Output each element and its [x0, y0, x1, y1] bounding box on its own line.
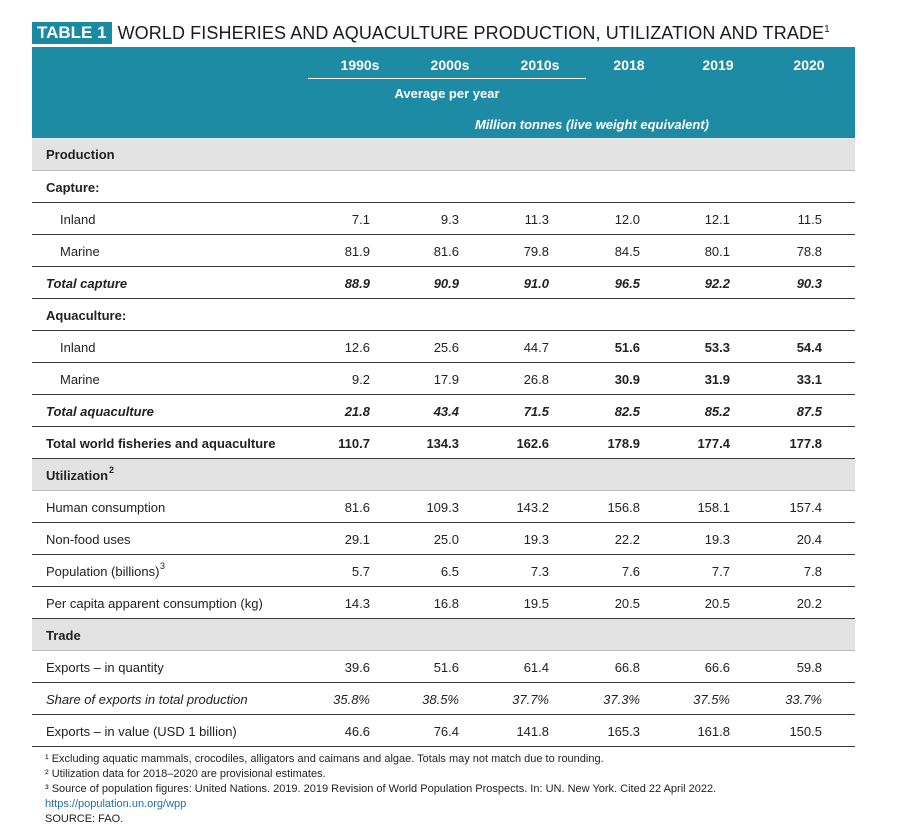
cell-value: 143.2 [516, 500, 549, 515]
cell-value: 53.3 [704, 340, 730, 355]
row-label: Inland [60, 340, 96, 355]
footnote-3: ³ Source of population figures: United Nations. 2019. 2019 Revision of World Population Prospects. In: UN. New York. Cited 22 April 2022. [45, 783, 717, 795]
cell-value: 7.3 [530, 564, 549, 579]
cell-value: 165.3 [607, 724, 640, 739]
population-link[interactable]: https://population.un.org/wpp [45, 798, 187, 810]
row-label: Total capture [46, 276, 128, 291]
cell-value: 162.6 [516, 436, 549, 451]
cell-value: 178.9 [607, 436, 640, 451]
cell-value: 157.4 [789, 500, 822, 515]
row-label: Inland [60, 212, 96, 227]
row-label: Production [46, 147, 115, 162]
row-label: Per capita apparent consumption (kg) [46, 596, 263, 611]
cell-value: 20.5 [614, 596, 640, 611]
footnotes [45, 752, 855, 827]
row-label: Trade [46, 628, 81, 643]
cell-value: 46.6 [344, 724, 370, 739]
cell-value: 20.5 [704, 596, 730, 611]
cell-value: 20.2 [796, 596, 822, 611]
subsection-row [32, 171, 855, 203]
section-header-row [32, 619, 855, 651]
cell-value: 20.4 [796, 532, 822, 547]
column-header-2020: 2020 [793, 57, 825, 73]
row-label: Share of exports in total production [46, 692, 248, 707]
footnote-marker: 2 [109, 465, 115, 475]
cell-value: 81.6 [433, 244, 459, 259]
row-label: Total world fisheries and aquaculture [46, 436, 276, 451]
table-title-text: WORLD FISHERIES AND AQUACULTURE PRODUCTION, UTILIZATION AND TRADE$^1$ [117, 22, 830, 43]
cell-value: 66.6 [704, 660, 730, 675]
cell-value: 76.4 [433, 724, 459, 739]
table-header [32, 47, 855, 138]
cell-value: 44.7 [523, 340, 549, 355]
column-header-1990s: 1990s [340, 57, 380, 73]
cell-value: 26.8 [523, 372, 549, 387]
cell-value: 22.2 [614, 532, 640, 547]
row-label: Total aquaculture [46, 404, 154, 419]
cell-value: 11.5 [797, 212, 822, 227]
column-header-2018: 2018 [613, 57, 645, 73]
cell-value: 25.6 [433, 340, 459, 355]
cell-value: 54.4 [796, 340, 822, 355]
row-label: Non-food uses [46, 532, 131, 547]
cell-value: 37.3% [603, 692, 640, 707]
source-note: SOURCE: FAO. [45, 813, 124, 825]
footnote-1: ¹ Excluding aquatic mammals, crocodiles, alligators and caimans and algae. Totals may not match due to rounding. [45, 753, 604, 765]
row-label: Human consumption [46, 500, 166, 515]
cell-value: 43.4 [433, 404, 459, 419]
cell-value: 96.5 [614, 276, 640, 291]
column-header-2019: 2019 [702, 57, 734, 73]
cell-value: 109.3 [426, 500, 459, 515]
section-header-row [32, 459, 855, 491]
cell-value: 12.0 [614, 212, 640, 227]
cell-value: 16.8 [433, 596, 459, 611]
cell-value: 84.5 [614, 244, 640, 259]
header-divider [308, 78, 586, 79]
row-label: Utilization [46, 468, 109, 483]
cell-value: 33.7% [785, 692, 822, 707]
cell-value: 39.6 [344, 660, 370, 675]
column-header-2010s: 2010s [520, 57, 560, 73]
table-row [32, 331, 855, 363]
cell-value: 37.5% [693, 692, 730, 707]
cell-value: 5.7 [351, 564, 370, 579]
table-row [32, 203, 855, 235]
cell-value: 51.6 [614, 340, 640, 355]
table-number-badge: TABLE 1 [32, 22, 112, 44]
cell-value: 51.6 [433, 660, 459, 675]
cell-value: 82.5 [614, 404, 640, 419]
cell-value: 37.7% [512, 692, 549, 707]
table-row [32, 235, 855, 267]
cell-value: 85.2 [704, 404, 730, 419]
cell-value: 158.1 [697, 500, 730, 515]
cell-value: 25.0 [433, 532, 459, 547]
footnote-marker: 3 [160, 561, 166, 571]
cell-value: 30.9 [614, 372, 640, 387]
cell-value: 59.8 [796, 660, 822, 675]
total-row [32, 267, 855, 299]
total-row [32, 395, 855, 427]
cell-value: 81.6 [344, 500, 370, 515]
cell-value: 161.8 [697, 724, 730, 739]
table-title [32, 20, 830, 46]
cell-value: 80.1 [704, 244, 730, 259]
cell-value: 6.5 [440, 564, 459, 579]
cell-value: 11.3 [524, 212, 549, 227]
cell-value: 31.9 [704, 372, 730, 387]
column-header-2000s: 2000s [430, 57, 470, 73]
cell-value: 14.3 [344, 596, 370, 611]
row-label: Aquaculture: [46, 308, 127, 323]
cell-value: 12.1 [704, 212, 730, 227]
cell-value: 61.4 [523, 660, 549, 675]
table-row [32, 523, 855, 555]
grand-total-row [32, 427, 855, 459]
table-row [32, 683, 855, 715]
cell-value: 78.8 [796, 244, 822, 259]
cell-value: 38.5% [422, 692, 459, 707]
unit-label: Million tonnes (live weight equivalent) [474, 117, 710, 132]
cell-value: 17.9 [433, 372, 459, 387]
cell-value: 92.2 [704, 276, 730, 291]
cell-value: 7.1 [351, 212, 370, 227]
table-body [32, 138, 855, 747]
cell-value: 19.5 [523, 596, 549, 611]
row-label: Population (billions) [46, 564, 160, 579]
cell-value: 79.8 [523, 244, 549, 259]
cell-value: 110.7 [338, 436, 370, 451]
cell-value: 9.3 [440, 212, 459, 227]
cell-value: 12.6 [344, 340, 370, 355]
cell-value: 33.1 [796, 372, 822, 387]
table-row [32, 555, 855, 587]
cell-value: 177.4 [697, 436, 730, 451]
cell-value: 35.8% [333, 692, 370, 707]
cell-value: 7.8 [803, 564, 822, 579]
section-header-row [32, 138, 855, 171]
cell-value: 7.7 [711, 564, 730, 579]
row-label: Marine [60, 372, 100, 387]
cell-value: 19.3 [704, 532, 730, 547]
cell-value: 134.3 [426, 436, 459, 451]
table-row [32, 491, 855, 523]
cell-value: 29.1 [344, 532, 370, 547]
cell-value: 21.8 [344, 404, 370, 419]
table-row [32, 363, 855, 395]
table-row [32, 715, 855, 747]
cell-value: 71.5 [523, 404, 549, 419]
footnote-2: ² Utilization data for 2018–2020 are provisional estimates. [45, 768, 326, 780]
cell-value: 141.8 [516, 724, 549, 739]
row-label: Marine [60, 244, 100, 259]
cell-value: 177.8 [789, 436, 822, 451]
cell-value: 66.8 [614, 660, 640, 675]
cell-value: 88.9 [344, 276, 370, 291]
cell-value: 90.3 [796, 276, 822, 291]
cell-value: 9.2 [351, 372, 370, 387]
row-label: Capture: [46, 180, 100, 195]
table-row [32, 651, 855, 683]
table-row [32, 587, 855, 619]
cell-value: 81.9 [344, 244, 370, 259]
cell-value: 156.8 [607, 500, 640, 515]
row-label: Exports – in quantity [46, 660, 164, 675]
cell-value: 7.6 [621, 564, 640, 579]
average-per-year-label: Average per year [394, 86, 500, 101]
cell-value: 90.9 [433, 276, 459, 291]
row-label: Exports – in value (USD 1 billion) [46, 724, 237, 739]
cell-value: 91.0 [523, 276, 549, 291]
cell-value: 19.3 [523, 532, 549, 547]
cell-value: 87.5 [796, 404, 822, 419]
subsection-row [32, 299, 855, 331]
cell-value: 150.5 [789, 724, 822, 739]
